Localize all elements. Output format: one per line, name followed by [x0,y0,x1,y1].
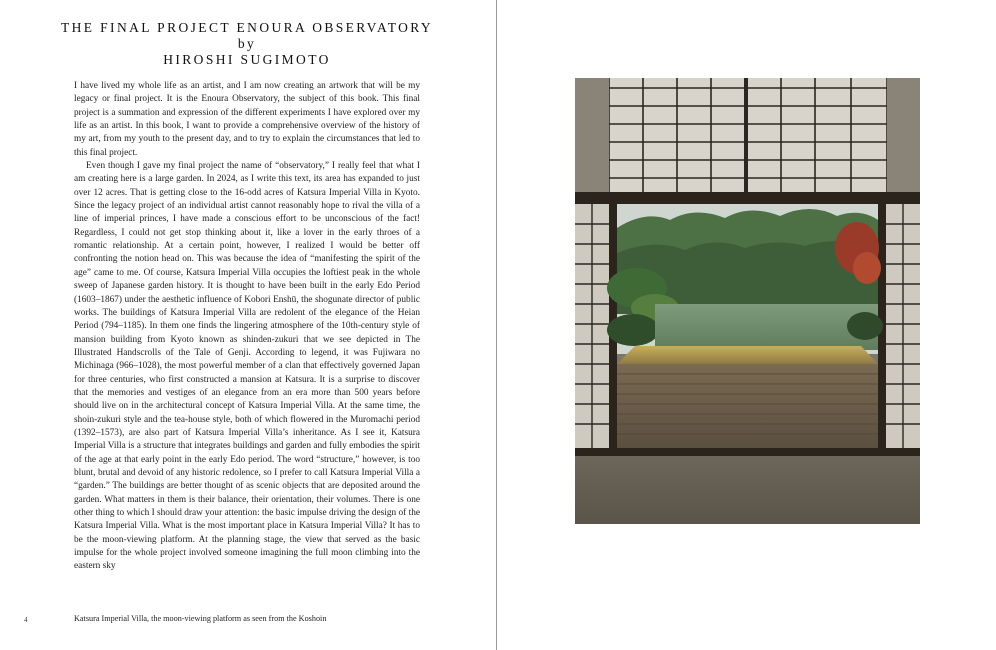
paragraph-1: I have lived my whole life as an artist, and I am now creating an artwork that will be my legacy or final project. It is the Enoura Observatory, the subject of this book. This final project is a summation and expression of the different experiments I have explored over my life as an artist. In this book, I want to provide a comprehensive overview of the history of my art, from my youth to the present day, and to try to explain the circumstances that led to this final project. [74,81,420,158]
chapter-title [60,20,434,68]
title-line-3: HIROSHI SUGIMOTO [163,52,331,67]
photo-caption: Katsura Imperial Villa, the moon-viewing platform as seen from the Koshoin [74,614,327,623]
body-text [74,80,420,574]
villa-photograph [575,78,920,524]
page-number: 4 [24,616,28,624]
right-page [498,0,996,650]
page-gutter [496,0,497,650]
title-line-1: THE FINAL PROJECT ENOURA OBSERVATORY [60,20,434,35]
title-line-2: by [237,36,257,51]
left-page [0,0,497,650]
paragraph-2: Even though I gave my final project the name of “observatory,” I really feel that what I am creating here is a large garden. In 2024, as I write this text, its area has expanded to just over 12 acres. That is getting close to the 16-odd acres of Katsura Imperial Villa in Kyoto. Since the legacy project of an individual artist cannot reasonably hope to rival the villa of a line of imperial princes, I have made a conscious effort to be unconscious of the fact! Regardless, I could not get stop thinking about it, like a lover in the early throes of a romantic relationship. At a certain point, however, I realized I would be better off confronting the notion head on. This was because the idea of “manifesting the spirit of the age” came to me. Of course, Katsura Imperial Villa occupies the loftiest peak in the whole sweep of Japanese garden history. It is thought to have been built in the early Edo Period (1603–1867) under the aesthetic influence of Kobori Enshū, the shogunate director of public works. The buildings of Katsura Imperial Villa are redolent of the elegance of the Heian Period (794–1185). In them one finds the lingering atmosphere of the 10th-century style of mansion building from Kyoto known as shinden-zukuri that we see depicted in The Illustrated Handscrolls of the Tale of Genji. According to legend, it was Fujiwara no Michinaga (966–1028), the most powerful member of a clan that effectively governed Japan for three centuries, who first constructed a mansion at Katsura. It is a surprise to discover that the memories and vestiges of an elegance from an era more than 500 years before should live on in the architectural concept of Katsura Imperial Villa. At the same time, the shoin-zukuri style and the tea-house style, both of which flowered in the Muromachi period (1392–1573), are also part of Katsura Imperial Villa’s inheritance. As I see it, Katsura Imperial Villa is a structure that integrates buildings and garden and fully embodies the spirit of the age at that early point in the early Edo period. The word “structure,” however, is too blunt, brutal and devoid of any historic redolence, so I prefer to call Katsura Imperial Villa a “garden.” The buildings are better thought of as scenic objects that are deposited around the garden. What matters in them is their balance, their orientation, their volumes. There is one other thing to which I should draw your attention: the basic impulse driving the design of the Katsura Imperial Villa. What is the most important place in Katsura Imperial Villa? It has to be the moon-viewing platform. At the planning stage, the view that served as the basic impulse for the whole project involved someone imagining the full moon climbing into the eastern sky [74,161,420,572]
